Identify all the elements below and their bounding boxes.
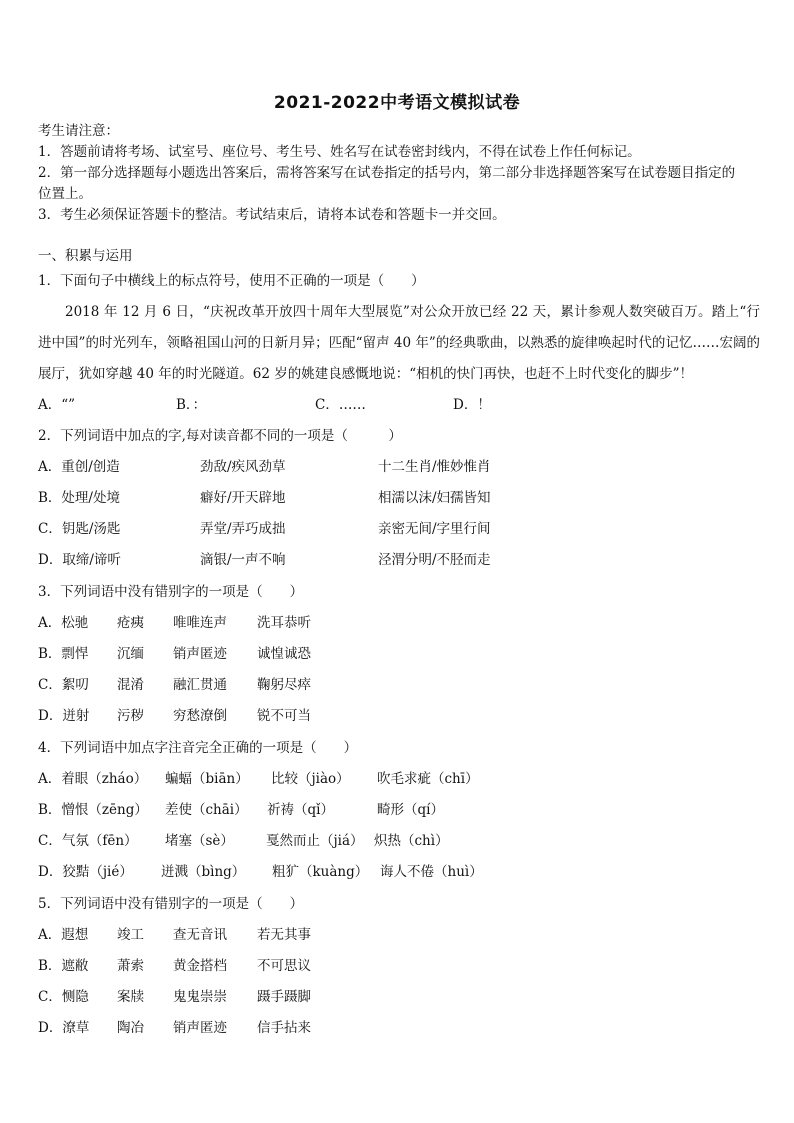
q4-cell: 粗犷（kuàng）: [272, 864, 369, 880]
q4-cell: 祈祷（qǐ）: [267, 802, 334, 818]
q2-cell: 十二生肖/惟妙惟肖: [378, 459, 491, 475]
q5-cell: C．恻隐: [38, 989, 89, 1005]
q5-cell: 陶冶: [117, 1020, 144, 1036]
question-1-passage: 2018 年 12 月 6 日，“庆祝改革开放四十周年大型展览”对公众开放已经 22 天，累计参观人数突破百万。踏上“行进中国”的时光列车，领略祖国山河的日新月异；匹配“留声 40 年”的经典歌曲，以熟悉的旋律唤起时代的记忆……宏阔的展厅，犹如穿越 40 年的时光隧道。62 岁的姚建良感慨地说：“相机的快门再快，也赶不上时代变化的脚步”！: [38, 304, 760, 382]
q3-cell: C．絮叨: [38, 677, 89, 693]
q5-cell: 黄金搭档: [173, 958, 227, 974]
q3-cell: D．迸射: [38, 708, 90, 724]
q5-cell: 蹑手蹑脚: [257, 989, 311, 1005]
q5-cell: 信手拈来: [257, 1020, 311, 1036]
q1-option-c: C．……: [315, 397, 366, 413]
q2-cell: B．处理/处境: [38, 490, 120, 506]
q3-cell: 洗耳恭听: [257, 615, 311, 631]
q4-cell: 畸形（qí）: [377, 802, 444, 818]
q5-cell: 萧索: [117, 958, 144, 974]
question-2-stem: 2．下列词语中加点的字,每对读音都不同的一项是（ ）: [38, 428, 402, 444]
q4-cell: 比较（jiào）: [271, 771, 350, 787]
q4-cell: 诲人不倦（huì）: [380, 864, 483, 880]
q3-cell: 沉缅: [117, 646, 144, 662]
q4-cell: 迸溅（bìng）: [161, 864, 246, 880]
q5-cell: 销声匿迹: [173, 1020, 227, 1036]
notice-item: 1．答题前请将考场、试室号、座位号、考生号、姓名写在试卷密封线内，不得在试卷上作任何标记。: [38, 144, 641, 160]
q5-cell: A．遐想: [38, 927, 89, 943]
notice-heading: 考生请注意：: [38, 123, 119, 139]
q3-cell: 鞠躬尽瘁: [257, 677, 311, 693]
q4-cell: D．狡黠（jié）: [38, 864, 133, 880]
question-5-stem: 5．下列词语中没有错别字的一项是（ ）: [38, 896, 304, 912]
q3-cell: 融汇贯通: [173, 677, 227, 693]
page-title: 2021-2022中考语文模拟试卷: [273, 93, 521, 113]
notice-item: 3．考生必须保证答题卡的整洁。考试结束后，请将本试卷和答题卡一并交回。: [38, 207, 506, 223]
q2-cell: 滴银/一声不响: [200, 552, 286, 568]
q4-cell: 戛然而止（jiá）: [266, 833, 364, 849]
q2-cell: C．钥匙/汤匙: [38, 521, 121, 537]
q5-cell: D．潦草: [38, 1020, 90, 1036]
q2-cell: 相濡以沫/妇孺皆知: [378, 490, 491, 506]
q4-cell: B．憎恨（zēng）: [38, 802, 148, 818]
q2-cell: 弄堂/弄巧成拙: [200, 521, 286, 537]
q4-cell: 吹毛求疵（chī）: [377, 771, 479, 787]
q4-cell: 炽热（chì）: [374, 833, 449, 849]
section-heading: 一、积累与运用: [38, 248, 133, 264]
q2-cell: 泾渭分明/不胫而走: [378, 552, 491, 568]
q5-cell: 不可思议: [257, 958, 311, 974]
q3-cell: 穷愁潦倒: [173, 708, 227, 724]
q5-cell: 竣工: [117, 927, 144, 943]
notice-item: 2．第一部分选择题每小题选出答案后，需将答案写在试卷指定的括号内，第二部分非选择题答案写在试卷题目指定的: [38, 165, 736, 181]
q3-cell: 污秽: [117, 708, 144, 724]
q3-cell: 锐不可当: [257, 708, 311, 724]
q4-cell: C．气氛（fēn）: [38, 833, 138, 849]
question-3-stem: 3．下列词语中没有错别字的一项是（ ）: [38, 584, 304, 600]
q5-cell: 若无其事: [257, 927, 311, 943]
q4-cell: A．着眼（zháo）: [38, 771, 148, 787]
q2-cell: 亲密无间/字里行间: [378, 521, 491, 537]
q3-cell: A．松驰: [38, 615, 89, 631]
notice-item: 位置上。: [38, 186, 92, 202]
q2-cell: D．取缔/谛听: [38, 552, 121, 568]
question-4-stem: 4．下列词语中加点字注音完全正确的一项是（ ）: [38, 740, 358, 756]
q1-option-b: B．：: [176, 397, 207, 413]
q5-cell: 鬼鬼崇崇: [173, 989, 227, 1005]
q1-option-d: D．！: [453, 397, 491, 413]
q3-cell: 疮痍: [117, 615, 144, 631]
q5-cell: 查无音讯: [173, 927, 227, 943]
q4-cell: 差使（chāi）: [165, 802, 248, 818]
q2-cell: 癖好/开天辟地: [200, 490, 286, 506]
q3-cell: 混淆: [117, 677, 144, 693]
q4-cell: 堵塞（sè）: [165, 833, 234, 849]
question-1-stem: 1．下面句子中横线上的标点符号，使用不正确的一项是（ ）: [38, 273, 425, 289]
q3-cell: B．剽悍: [38, 646, 89, 662]
q5-cell: B．遮敝: [38, 958, 89, 974]
q2-cell: 劲敌/疾风劲草: [200, 459, 286, 475]
q4-cell: 蝙蝠（biān）: [165, 771, 249, 787]
q1-option-a: A．“”: [38, 397, 76, 413]
q2-cell: A．重创/创造: [38, 459, 120, 475]
q3-cell: 诚惶诚恐: [257, 646, 311, 662]
q3-cell: 唯唯连声: [173, 615, 227, 631]
q5-cell: 案牍: [117, 989, 144, 1005]
q3-cell: 销声匿迹: [173, 646, 227, 662]
